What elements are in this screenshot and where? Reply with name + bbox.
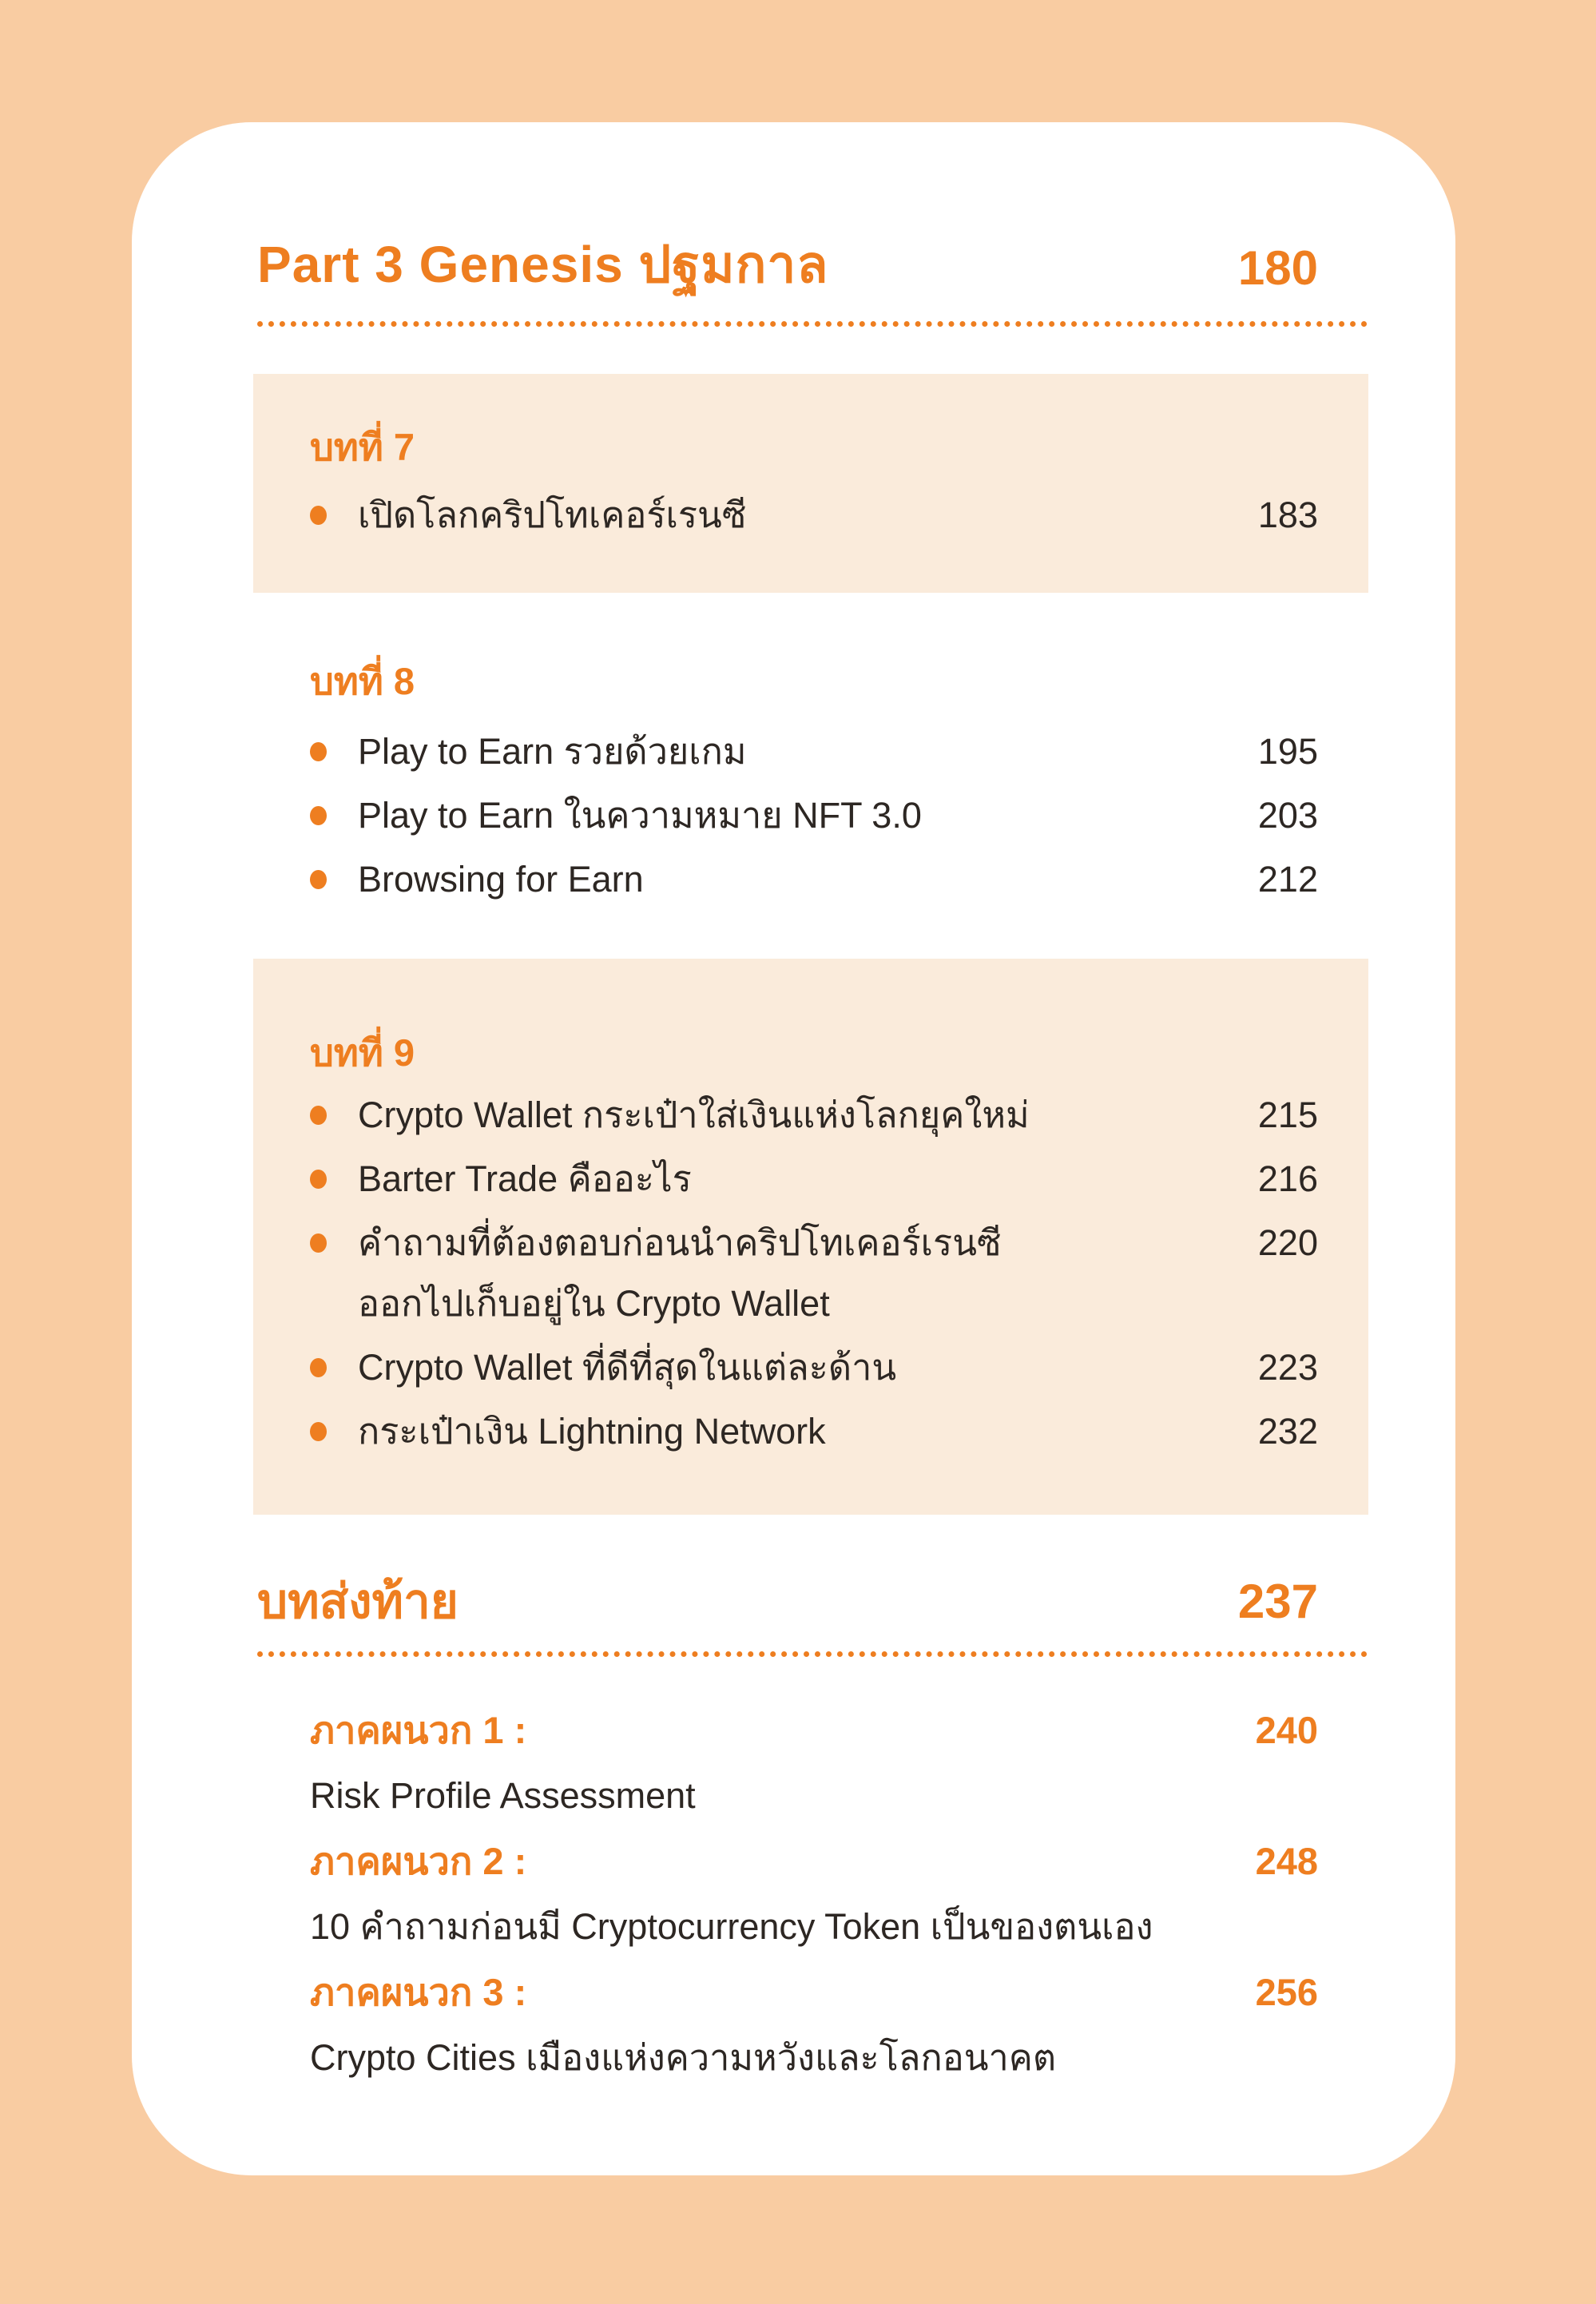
bullet-icon xyxy=(310,1422,327,1441)
toc-entry-label: Browsing for Earn xyxy=(358,859,644,900)
toc-entry-continuation xyxy=(253,1280,1368,1328)
toc-entry-label: Crypto Wallet กระเป๋าใส่เงินแห่งโลกยุคใหม่ xyxy=(358,1094,1030,1135)
appendix-page: 256 xyxy=(1255,1971,1318,2013)
toc-entry-label: ออกไปเก็บอยู่ใน Crypto Wallet xyxy=(358,1283,830,1324)
chapter-7-panel xyxy=(253,374,1368,593)
chapter-9-panel xyxy=(253,959,1368,1515)
appendix-page: 248 xyxy=(1255,1840,1318,1882)
toc-entry-page: 212 xyxy=(1257,859,1318,900)
appendix-description-row xyxy=(132,1901,1455,1952)
bullet-icon xyxy=(310,1106,327,1125)
content-card xyxy=(132,122,1455,2175)
toc-entry xyxy=(132,728,1455,776)
toc-entry xyxy=(253,1408,1368,1456)
closing-title: บทส่งท้าย xyxy=(257,1575,459,1628)
appendix-entry xyxy=(132,1836,1455,1887)
dotted-divider xyxy=(257,1651,1368,1657)
closing-page-number: 237 xyxy=(1237,1575,1318,1628)
toc-entry-label: กระเป๋าเงิน Lightning Network xyxy=(358,1411,826,1452)
toc-entry xyxy=(253,1344,1368,1392)
toc-entry-page: 216 xyxy=(1257,1158,1318,1199)
chapter-heading: บทที่ 9 xyxy=(310,1031,415,1074)
toc-entry-page: 232 xyxy=(1257,1411,1318,1452)
toc-entry-label: เปิดโลกคริปโทเคอร์เรนซี xyxy=(358,495,747,535)
appendix-entry xyxy=(132,1705,1455,1756)
bullet-icon xyxy=(310,1233,327,1253)
bullet-icon xyxy=(310,870,327,889)
toc-entry xyxy=(253,1219,1368,1267)
toc-entry-page: 203 xyxy=(1257,795,1318,836)
chapter-heading: บทที่ 7 xyxy=(310,426,415,468)
toc-entry xyxy=(132,792,1455,840)
part-page-number: 180 xyxy=(1237,241,1318,295)
appendix-description-row xyxy=(132,2032,1455,2084)
appendix-description-row xyxy=(132,1770,1455,1821)
bullet-icon xyxy=(310,506,327,525)
part-title: Part 3 Genesis ปฐมกาล xyxy=(257,236,829,293)
toc-entry-label: Play to Earn ในความหมาย NFT 3.0 xyxy=(358,795,922,836)
toc-entry xyxy=(253,1091,1368,1139)
appendix-label: ภาคผนวก 1 : xyxy=(310,1709,527,1751)
appendix-label: ภาคผนวก 3 : xyxy=(310,1971,527,2013)
toc-entry-label: Crypto Wallet ที่ดีที่สุดในแต่ละด้าน xyxy=(358,1347,897,1388)
toc-entry-page: 195 xyxy=(1257,731,1318,772)
bullet-icon xyxy=(310,1358,327,1377)
toc-entry xyxy=(253,1155,1368,1203)
bullet-icon xyxy=(310,806,327,825)
toc-entry xyxy=(132,856,1455,904)
toc-entry-label: Play to Earn รวยด้วยเกม xyxy=(358,731,747,772)
bullet-icon xyxy=(310,742,327,761)
appendix-description: Crypto Cities เมืองแห่งความหวังและโลกอนาคต xyxy=(310,2037,1057,2078)
toc-entry-label: Barter Trade คืออะไร xyxy=(358,1158,692,1199)
appendix-label: ภาคผนวก 2 : xyxy=(310,1840,527,1882)
dotted-divider xyxy=(257,320,1368,327)
toc-entry-page: 215 xyxy=(1257,1094,1318,1135)
chapter-heading: บทที่ 8 xyxy=(310,660,415,702)
bullet-icon xyxy=(310,1170,327,1189)
toc-entry xyxy=(253,491,1368,539)
toc-entry-page: 223 xyxy=(1257,1347,1318,1388)
appendix-description: 10 คำถามก่อนมี Cryptocurrency Token เป็นของตนเอง xyxy=(310,1906,1153,1947)
toc-entry-page: 183 xyxy=(1257,495,1318,535)
appendix-description: Risk Profile Assessment xyxy=(310,1775,696,1816)
appendix-entry xyxy=(132,1967,1455,2018)
toc-entry-label: คำถามที่ต้องตอบก่อนนำคริปโทเคอร์เรนซี xyxy=(358,1222,1002,1263)
appendix-page: 240 xyxy=(1255,1709,1318,1751)
toc-entry-page: 220 xyxy=(1257,1222,1318,1263)
